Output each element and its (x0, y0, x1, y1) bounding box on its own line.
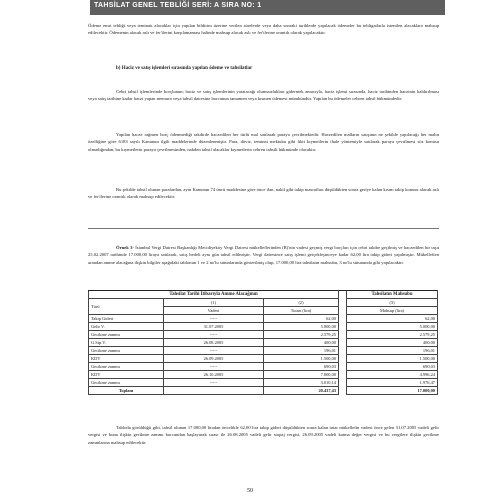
row-type: Gelir V. (89, 323, 164, 331)
row-due-date: 26.10.2005 (164, 371, 264, 379)
col-number-3: (3) (347, 299, 438, 307)
table-row (89, 347, 438, 355)
example-text: İstanbul Vergi Dairesi Başkanlığı Mecidiyeköy Vergi Dairesi mükelleflerinden (B)'nin vadesi geçmiş vergi borçları için cebri takibe geçilmiş ve haczedilen bir taşıt 25.02.2007 tarihinde 17.000,00 liraya satılarak, satış bedeli aynı gün tahsil edilmiştir. Vergi dairesince satış işlemi gerçekleşinceye kadar 62,00 lira takip gideri yapılmıştır. Mükelleften arandan amme alacağına ilişkin bilgiler aşağıdaki tablonun 1 ve 2 no'lu sütunlarında gösterilmiş olup, 17.000,00 lira tahsilatın mahsubu, 3 no'lu sütununda gibi yapılacaktır. (88, 245, 439, 265)
row-due-date: ----- (164, 347, 264, 355)
row-amount: 400,00 (264, 339, 339, 347)
row-due-date: 31.07.2005 (164, 323, 264, 331)
collection-table (88, 290, 438, 395)
row-type: KDV (89, 371, 164, 379)
row-offset: 2.579,25 (347, 331, 438, 339)
row-offset: 690,03 (347, 363, 438, 371)
example-label: Örnek 3- (116, 245, 134, 250)
row-amount: 7.000,00 (264, 371, 339, 379)
table-row (89, 339, 438, 347)
paragraph-2: Cebri tahsil işlemlerinde borçlunun; haciz ve satış işlemlerinin yaratacağı olumsuzlukları gidermek amacıyla, haciz işlemi sırasında, haciz tarihinden haczinin kaldırılması veya satış tarihine kadar haczi yapan memura veya tahsil dairesine borcunun tamamen veya kısmen ödemesi mümkündür. Yapılan bu ödemeler cebren tahsil hükmündedir. (88, 89, 439, 102)
row-offset: 5.000,00 (347, 323, 438, 331)
row-type: Takip Gideri (89, 315, 164, 323)
running-header (90, 0, 445, 15)
total-tutar: 20.437,43 (264, 387, 339, 395)
col-label-vadesi: Vadesi (164, 307, 264, 315)
row-offset: 1.976,47 (347, 379, 438, 387)
row-due-date: ----- (164, 315, 264, 323)
paragraph-6: Tabloda görüldüğü gibi, tahsil olunan 17.000,00 liradan öncelikle 62,00 lira takip gideri düşüldükten sonra kalan tutar mükellefin vadesi önce gelen 31.07.2005 vadeli gelir vergisi ve buna ilişkin gecikme zammı borcundan başlayarak sırası ile 26.08.2005 vadeli gelir stopaj vergisi, 26.09.2005 vadeli katma değer vergisi ve bu vergilere ilişkin gecikme zammlarına mahsup edilecektir. (88, 425, 439, 445)
table-row (89, 379, 438, 387)
row-amount: 3.010,14 (264, 379, 339, 387)
row-due-date: 26.08.2005 (164, 339, 264, 347)
col-label-turu: Türü (89, 299, 164, 315)
row-due-date: ----- (164, 363, 264, 371)
row-offset: 1.500,00 (347, 355, 438, 363)
total-label: Toplam (89, 387, 164, 395)
row-type: Gecikme zammı (89, 331, 164, 339)
col-label-mahsup: Mahsup (lira) (347, 307, 438, 315)
row-offset: 196,01 (347, 347, 438, 355)
row-type: KDV (89, 355, 164, 363)
row-type: Gecikme zammı (89, 363, 164, 371)
paragraph-3: Yapılan hacze rağmen borç ödenmediği takdirde haczedilen her türlü mal satılarak paraya çevrilmektedir. Haczedilen malların satışının ne şekilde yapılacağı her malın özelliğine göre 6183 sayılı Kanunun ilgili maddelerinde düzenlenmiştir. Para, döviz, teminat mektubu gibi likit kıymetlerin ihale yöntemiyle satılarak paraya çevrilmesi söz konusu olmadığından, bu kıymetlerin paraya çevrilmesinden, nakden tahsil alacaklar kıymetlerin cebren tahsili hükmünde olacaktır. (88, 132, 439, 152)
row-type: Gecikme zammı (89, 347, 164, 355)
table-row (89, 323, 438, 331)
col-label-tutari: Tutarı (lira) (264, 307, 339, 315)
table-header-left: Tahsilat Tarihi İtibarıyla Amme Alacağının (89, 291, 339, 299)
section-subheading: b) Haciz ve satış işlemleri sırasında yapılan ödeme ve tahsilatlar (116, 66, 253, 71)
total-mahsup: 17.000,00 (347, 387, 438, 395)
row-amount: 1.500,00 (264, 355, 339, 363)
row-amount: 2.579,25 (264, 331, 339, 339)
table-row (89, 371, 438, 379)
table-row (89, 363, 438, 371)
table-row (89, 331, 438, 339)
header-title: TAHSİLAT GENEL TEBLİĞİ SERİ: A SIRA NO: 1 (94, 2, 262, 9)
row-offset: 400,00 (347, 339, 438, 347)
row-due-date: ----- (164, 379, 264, 387)
table-row (89, 315, 438, 323)
row-due-date: ----- (164, 331, 264, 339)
row-amount: 690,03 (264, 363, 339, 371)
row-type: G.Stp.V. (89, 339, 164, 347)
col-number-1: (1) (164, 299, 264, 307)
row-offset: 62,00 (347, 315, 438, 323)
row-amount: 196,01 (264, 347, 339, 355)
row-type: Gecikme zammı (89, 379, 164, 387)
table-total-row (89, 387, 438, 395)
paragraph-1: Ödeme emri tebliği veya teminatı alacaklar için yapılan bildirim üzerine verilen sürelerde veya daha sonraki tarihlerde yapılacak ödemeler bu tebligatlarla istenilen alacaklara mahsup edilecektir. Ödemenin alacak aslı ve fer'ilerini karşılamaması halinde mahsup alacak aslı ve fer'ilerine orantılı olarak yapılacaktır. (88, 23, 439, 36)
example-paragraph (88, 244, 439, 266)
table-group-header (89, 291, 438, 299)
row-amount: 62,00 (264, 315, 339, 323)
page-number: 50 (247, 488, 253, 494)
col-number-2: (2) (264, 299, 339, 307)
table-row (89, 355, 438, 363)
row-due-date: 26.09.2005 (164, 355, 264, 363)
section-divider (88, 228, 439, 229)
table-column-numbers (89, 299, 438, 307)
table-header-right: Tahsilatın Mahsubu (347, 291, 438, 299)
row-offset: 4.996,24 (347, 371, 438, 379)
row-amount: 5.000,00 (264, 323, 339, 331)
paragraph-4: Bu şekilde tahsil olunan paralardan, aynı Kanunun 74 üncü maddesine göre önce ilan, nakil gibi takip masrafları düşüldükten sonra geriye kalan kısım takip konusu alacak aslı ve fer'ilerine orantılı olarak mahsup edilecektir. (88, 187, 439, 200)
